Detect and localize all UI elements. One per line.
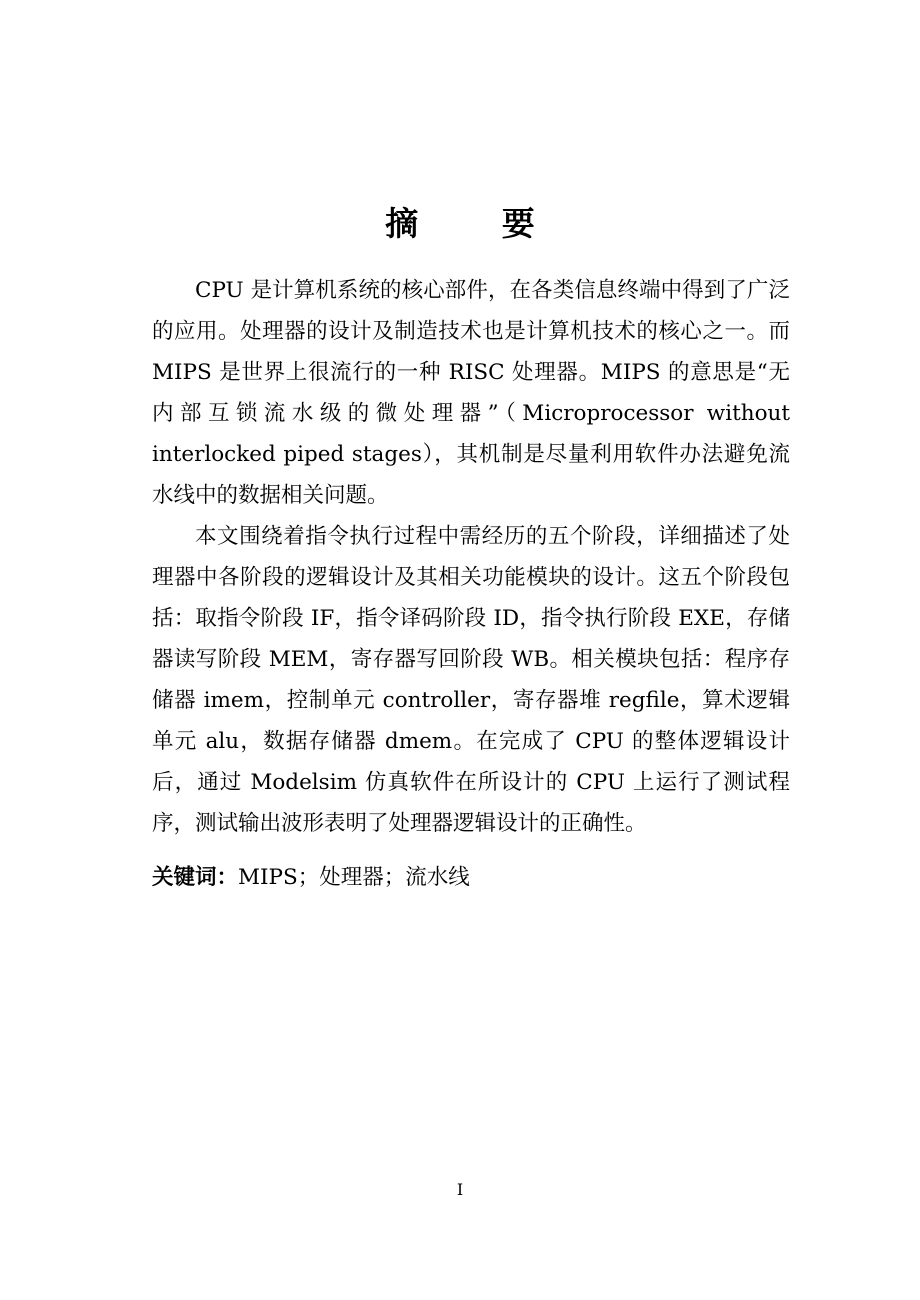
page-number: I [456, 1180, 464, 1199]
keywords-line [152, 857, 790, 898]
keywords-value: MIPS；处理器；流水线 [238, 865, 470, 890]
abstract-paragraph-2: 本文围绕着指令执行过程中需经历的五个阶段，详细描述了处理器中各阶段的逻辑设计及其相关功能模块的设计。这五个阶段包括：取指令阶段 IF，指令译码阶段 ID，指令执行阶段 EXE，存储器读写阶段 MEM，寄存器写回阶段 WB。相关模块包括：程序存储器 imem，控制单元 controller，寄存器堆 regfile，算术逻辑单元 alu，数据存储器 dmem。在完成了 CPU 的整体逻辑设计后，通过 Modelsim 仿真软件在所设计的 CPU 上运行了测试程序，测试输出波形表明了处理器逻辑设计的正确性。 [152, 524, 790, 836]
abstract-paragraph-1: CPU 是计算机系统的核心部件，在各类信息终端中得到了广泛的应用。处理器的设计及制造技术也是计算机技术的核心之一。而 MIPS 是世界上很流行的一种 RISC 处理器。MIPS 的意思是“无内部互锁流水级的微处理器”（Microprocessor without interlocked piped stages），其机制是尽量利用软件办法避免流水线中的数据相关问题。 [152, 278, 790, 508]
abstract-title: 摘 要 [385, 204, 571, 243]
abstract-body [152, 270, 790, 844]
keywords-label: 关键词： [152, 865, 239, 890]
